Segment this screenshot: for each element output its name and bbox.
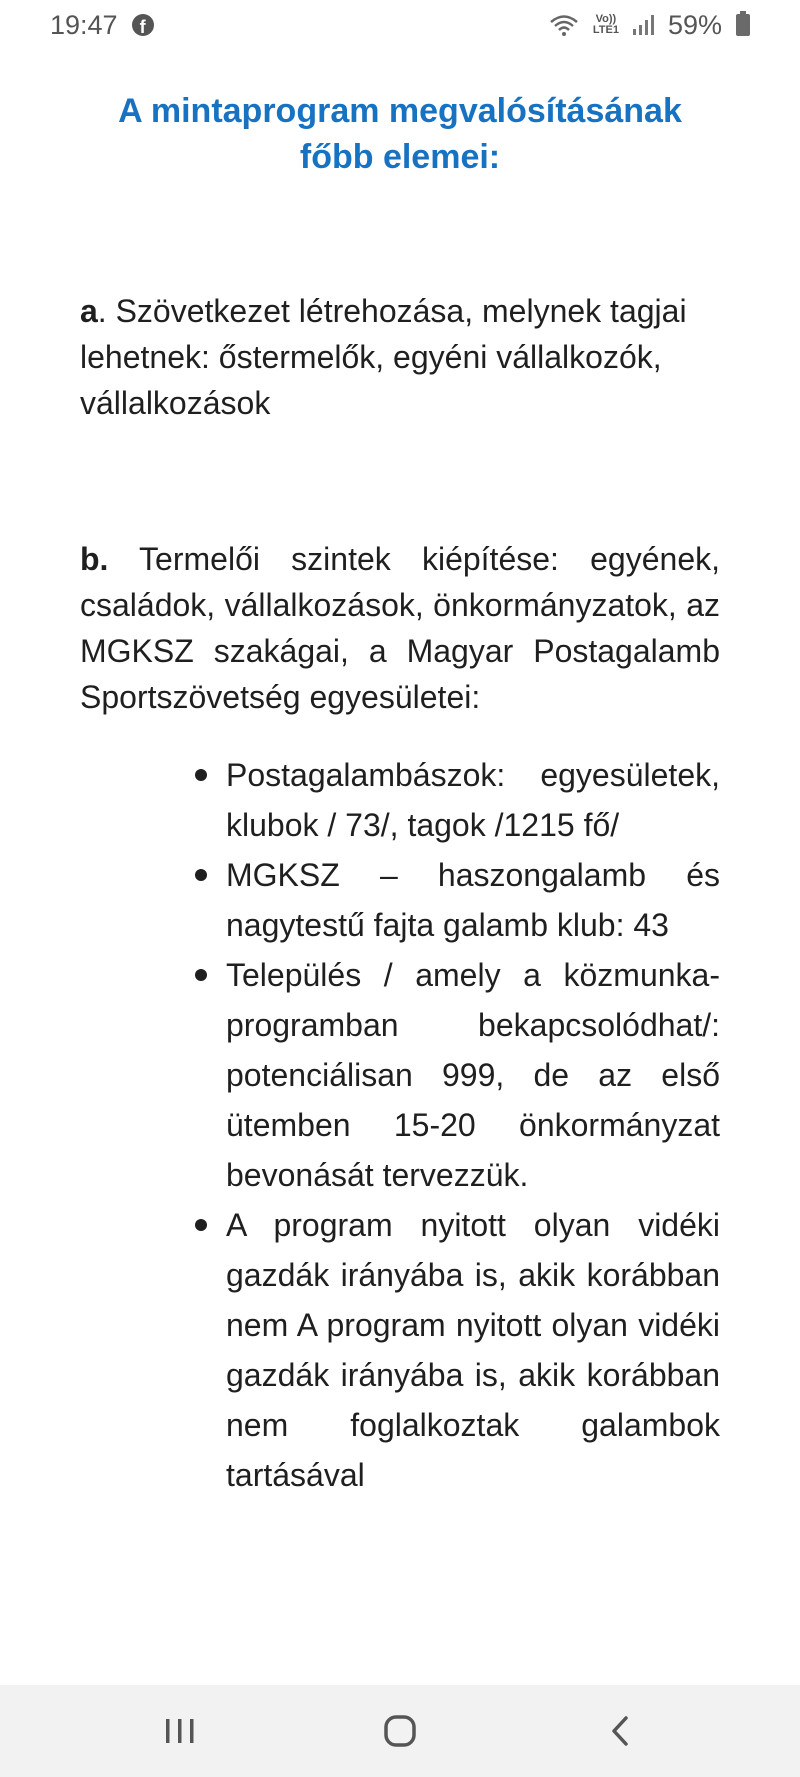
status-left	[50, 10, 154, 41]
article-content	[80, 80, 720, 1500]
paragraph-b-text: Termelői szintek kiépítése: egyének, családok, vállalkozások, önkormányzatok, az MGKSZ szakágai, a Magyar Postagalamb Sportszövetség egyesületei:	[80, 541, 720, 715]
volte-bottom-label: LTE1	[592, 24, 619, 36]
list-item: MGKSZ – haszongalamb és nagytestű fajta galamb klub: 43	[226, 850, 720, 950]
paragraph-a	[80, 288, 720, 426]
home-button[interactable]	[360, 1701, 440, 1761]
paragraph-b	[80, 536, 720, 720]
facebook-glyph: f	[139, 17, 146, 36]
recent-apps-button[interactable]	[140, 1701, 220, 1761]
list-item: A program nyitott olyan vidéki gazdák irányába is, akik korábban nem A program nyitott olyan vidéki gazdák irányába is, akik korábban nem foglalkoztak galambok tartásával	[226, 1200, 720, 1500]
facebook-icon	[132, 14, 154, 36]
battery-percent: 59%	[667, 9, 722, 40]
home-icon	[383, 1714, 417, 1748]
wifi-icon	[549, 13, 579, 37]
recent-apps-icon	[163, 1716, 197, 1746]
signal-icon	[633, 15, 654, 35]
paragraph-b-lead: b.	[80, 541, 109, 577]
list-item: Postagalambászok: egyesületek, klubok / 73/, tagok /1215 fő/	[226, 750, 720, 850]
back-button[interactable]	[580, 1701, 660, 1761]
status-bar	[0, 0, 800, 50]
bullet-list	[80, 750, 720, 1500]
list-item: Település / amely a közmunka-programban bekapcsolódhat/: potenciálisan 999, de az első ütemben 15-20 önkormányzat bevonását tervezzük.	[226, 950, 720, 1200]
paragraph-a-lead: a	[80, 293, 98, 329]
navigation-bar	[0, 1685, 800, 1777]
volte-icon	[593, 14, 619, 36]
battery-icon	[736, 14, 750, 36]
page-title: A mintaprogram megvalósításának főbb elemei:	[118, 92, 682, 176]
status-time: 19:47	[50, 9, 118, 40]
status-right	[549, 10, 750, 41]
back-icon	[608, 1714, 632, 1748]
paragraph-a-text: . Szövetkezet létrehozása, melynek tagjai lehetnek: őstermelők, egyéni vállalkozók, vállalkozások	[80, 293, 687, 421]
volte-top-label: Vo))	[595, 13, 617, 25]
